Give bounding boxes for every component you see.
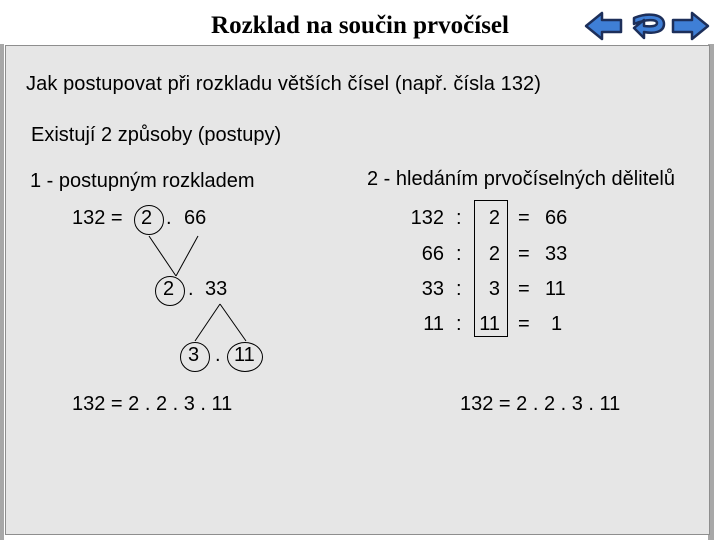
tree-row2-prime: 2 [163,278,175,300]
division-equals: = [518,278,530,300]
tree-row3-rest: 11 [234,344,255,366]
division-divisor: 11 [479,313,500,335]
division-divisor: 2 [488,207,500,229]
tree-row2-rest: 33 [205,278,228,300]
tree-row1-prime: 2 [141,207,153,229]
method2-result: 132 = 2 . 2 . 3 . 11 [460,393,621,415]
division-divisor: 2 [488,243,500,265]
division-quotient: 33 [545,243,568,265]
tree-row1-left: 132 = [72,207,123,229]
slide-title: Rozklad na součin prvočísel [211,12,509,39]
division-quotient: 1 [551,313,563,335]
division-quotient: 11 [545,278,566,300]
method1-title: 1 - postupným rozkladem [30,170,255,192]
tree-row1-rest: 66 [184,207,207,229]
tree-row2-dot: . [188,278,194,300]
slide-heading: Jak postupovat při rozkladu větších čísel (např. čísla 132) [26,73,542,95]
division-number: 33 [421,278,444,300]
tree-row1-dot: . [166,207,172,229]
method2-title: 2 - hledáním prvočíselných dělitelů [367,168,675,190]
tree-row3-dot: . [215,344,221,366]
division-colon: : [456,243,462,265]
division-colon: : [456,207,462,229]
division-number: 66 [421,243,444,265]
division-number: 132 [410,207,444,229]
tree-row3-prime: 3 [188,344,200,366]
slide-subheading: Existují 2 způsoby (postupy) [31,124,282,146]
division-colon: : [456,278,462,300]
division-number: 11 [423,313,444,335]
division-equals: = [518,207,530,229]
division-equals: = [518,313,530,335]
division-divisor: 3 [488,278,500,300]
method1-result: 132 = 2 . 2 . 3 . 11 [72,393,233,415]
division-quotient: 66 [545,207,568,229]
division-colon: : [456,313,462,335]
division-equals: = [518,243,530,265]
